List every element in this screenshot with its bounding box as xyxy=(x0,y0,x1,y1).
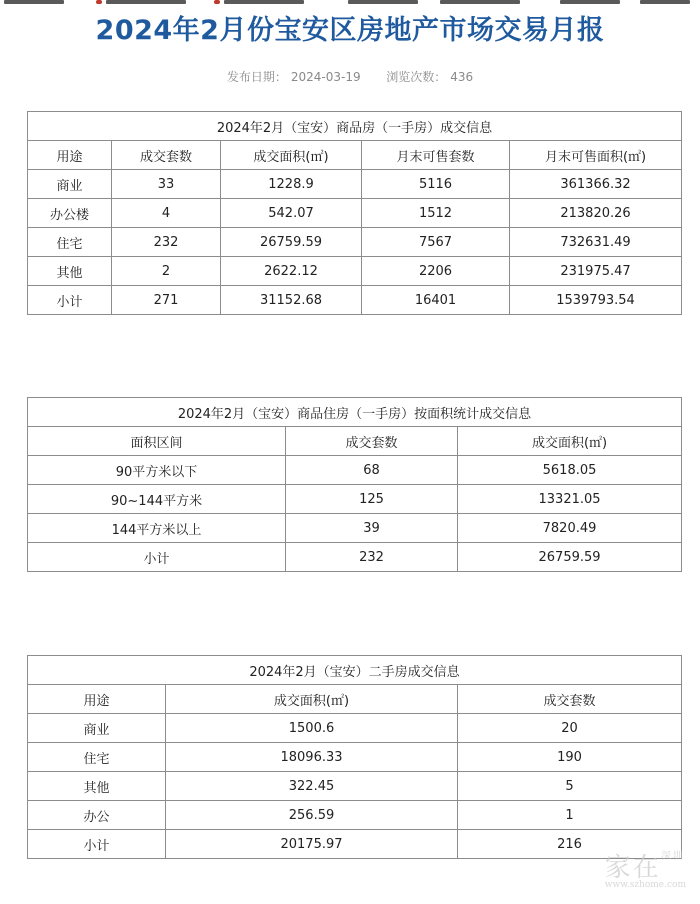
table-cell: 1539793.54 xyxy=(510,286,682,315)
table-cell: 2622.12 xyxy=(221,257,362,286)
table-cell: 90~144平方米 xyxy=(28,485,286,514)
table-cell: 26759.59 xyxy=(221,228,362,257)
table-cell: 232 xyxy=(286,543,458,572)
table-cell: 住宅 xyxy=(28,228,112,257)
table-cell: 190 xyxy=(458,743,682,772)
browser-bookmark-strip xyxy=(0,0,700,6)
table-cell: 31152.68 xyxy=(221,286,362,315)
table-cell: 1512 xyxy=(362,199,510,228)
table-cell: 39 xyxy=(286,514,458,543)
table-cell: 办公楼 xyxy=(28,199,112,228)
table-cell: 18096.33 xyxy=(166,743,458,772)
table-cell: 13321.05 xyxy=(458,485,682,514)
table-cell: 20175.97 xyxy=(166,830,458,859)
table-cell: 其他 xyxy=(28,257,112,286)
table-area-breakdown xyxy=(27,397,681,572)
table-cell: 322.45 xyxy=(166,772,458,801)
table-cell: 361366.32 xyxy=(510,170,682,199)
col-header: 月末可售套数 xyxy=(362,141,510,170)
table-cell: 其他 xyxy=(28,772,166,801)
table-cell: 68 xyxy=(286,456,458,485)
table-row-subtotal xyxy=(28,830,682,859)
table-cell: 20 xyxy=(458,714,682,743)
table-cell: 231975.47 xyxy=(510,257,682,286)
table-cell: 4 xyxy=(112,199,221,228)
table-row xyxy=(28,801,682,830)
col-header: 成交面积(㎡) xyxy=(166,685,458,714)
watermark-site: www.szhome.com xyxy=(604,880,686,890)
col-header: 成交面积(㎡) xyxy=(221,141,362,170)
col-header: 用途 xyxy=(28,685,166,714)
article-meta xyxy=(0,68,700,85)
table-row xyxy=(28,514,682,543)
table-cell: 2 xyxy=(112,257,221,286)
table-cell: 256.59 xyxy=(166,801,458,830)
publish-label: 发布日期： xyxy=(226,70,287,84)
table-cell: 办公 xyxy=(28,801,166,830)
table-row xyxy=(28,456,682,485)
col-header: 成交面积(㎡) xyxy=(458,427,682,456)
table-row xyxy=(28,772,682,801)
site-watermark xyxy=(605,847,686,890)
table-cell: 33 xyxy=(112,170,221,199)
table-cell: 小计 xyxy=(28,286,112,315)
table-row xyxy=(28,743,682,772)
table-caption: 2024年2月（宝安）商品住房（一手房）按面积统计成交信息 xyxy=(28,398,682,427)
table-cell: 232 xyxy=(112,228,221,257)
table-cell: 7820.49 xyxy=(458,514,682,543)
col-header: 成交套数 xyxy=(112,141,221,170)
table-cell: 216 xyxy=(458,830,682,859)
table-cell: 小计 xyxy=(28,830,166,859)
table-cell: 16401 xyxy=(362,286,510,315)
table-cell: 小计 xyxy=(28,543,286,572)
table-cell: 90平方米以下 xyxy=(28,456,286,485)
views-count: 436 xyxy=(450,70,474,84)
col-header: 月末可售面积(㎡) xyxy=(510,141,682,170)
table-cell: 732631.49 xyxy=(510,228,682,257)
table-resale-homes xyxy=(27,655,681,859)
table-cell: 商业 xyxy=(28,170,112,199)
views-label: 浏览次数： xyxy=(386,70,447,84)
table-row xyxy=(28,199,682,228)
table-row xyxy=(28,485,682,514)
col-header: 成交套数 xyxy=(286,427,458,456)
table-row xyxy=(28,228,682,257)
table-row xyxy=(28,257,682,286)
table-cell: 商业 xyxy=(28,714,166,743)
table-cell: 1228.9 xyxy=(221,170,362,199)
table-cell: 7567 xyxy=(362,228,510,257)
table-cell: 542.07 xyxy=(221,199,362,228)
page-title: 2024年2月份宝安区房地产市场交易月报 xyxy=(95,15,605,46)
table-header-row xyxy=(28,427,682,456)
table-cell: 271 xyxy=(112,286,221,315)
table-caption: 2024年2月（宝安）商品房（一手房）成交信息 xyxy=(28,112,682,141)
table-cell: 213820.26 xyxy=(510,199,682,228)
table-cell: 144平方米以上 xyxy=(28,514,286,543)
col-header: 面积区间 xyxy=(28,427,286,456)
table-new-homes xyxy=(27,111,681,315)
col-header: 用途 xyxy=(28,141,112,170)
table-row xyxy=(28,170,682,199)
col-header: 成交套数 xyxy=(458,685,682,714)
table-cell: 2206 xyxy=(362,257,510,286)
table-cell: 5 xyxy=(458,772,682,801)
table-cell: 1 xyxy=(458,801,682,830)
table-row-subtotal xyxy=(28,543,682,572)
watermark-text: 家在 xyxy=(604,853,661,883)
table-cell: 125 xyxy=(286,485,458,514)
table-header-row xyxy=(28,141,682,170)
table-row xyxy=(28,714,682,743)
publish-date: 2024-03-19 xyxy=(290,70,361,84)
table-cell: 1500.6 xyxy=(166,714,458,743)
table-cell: 5116 xyxy=(362,170,510,199)
table-cell: 5618.05 xyxy=(458,456,682,485)
table-cell: 住宅 xyxy=(28,743,166,772)
watermark-sub: 深圳 xyxy=(660,851,685,862)
table-cell: 26759.59 xyxy=(458,543,682,572)
table-row-subtotal xyxy=(28,286,682,315)
table-header-row xyxy=(28,685,682,714)
table-caption: 2024年2月（宝安）二手房成交信息 xyxy=(28,656,682,685)
